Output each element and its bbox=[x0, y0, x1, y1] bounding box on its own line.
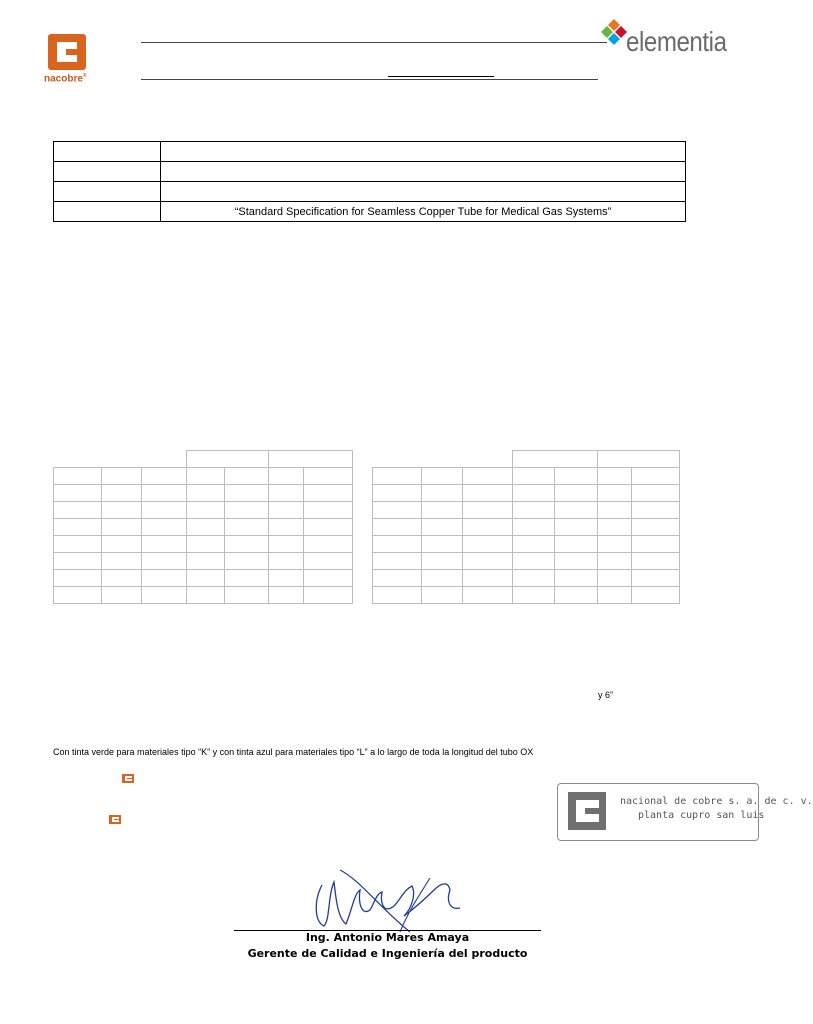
table-cell bbox=[463, 485, 513, 502]
table-cell bbox=[54, 536, 102, 553]
dimensions-table-left bbox=[53, 450, 353, 604]
signer-name: Ing. Antonio Mares Amaya bbox=[305, 931, 470, 944]
table-cell bbox=[304, 536, 353, 553]
table-cell bbox=[186, 587, 225, 604]
table-cell bbox=[225, 587, 269, 604]
table-cell bbox=[141, 570, 186, 587]
table-cell bbox=[463, 536, 513, 553]
table-cell bbox=[422, 468, 463, 485]
table-cell bbox=[54, 485, 102, 502]
table-cell bbox=[269, 468, 304, 485]
table-cell bbox=[304, 570, 353, 587]
table-header-blank bbox=[373, 451, 513, 468]
table-cell bbox=[269, 519, 304, 536]
table-cell bbox=[422, 502, 463, 519]
table-cell bbox=[422, 519, 463, 536]
table-cell bbox=[54, 519, 102, 536]
table-cell bbox=[631, 536, 679, 553]
table-cell bbox=[101, 519, 141, 536]
table-cell bbox=[373, 519, 422, 536]
company-stamp bbox=[557, 783, 813, 841]
table-row bbox=[54, 587, 353, 604]
table-cell bbox=[373, 587, 422, 604]
table-cell bbox=[513, 570, 554, 587]
table-cell bbox=[269, 536, 304, 553]
table-cell bbox=[304, 485, 353, 502]
table-cell bbox=[373, 485, 422, 502]
table-cell bbox=[373, 570, 422, 587]
table-cell bbox=[186, 553, 225, 570]
table-cell bbox=[463, 570, 513, 587]
header-underline bbox=[388, 76, 494, 77]
table-cell bbox=[554, 587, 597, 604]
marking-note: Con tinta verde para materiales tipo “K” y con tinta azul para materiales tipo “L” a lo largo de toda la longitud del tubo OX bbox=[53, 747, 534, 757]
table-cell bbox=[225, 485, 269, 502]
table-cell bbox=[186, 519, 225, 536]
table-cell bbox=[422, 587, 463, 604]
table-cell bbox=[269, 570, 304, 587]
table-cell bbox=[225, 519, 269, 536]
table-header-blank bbox=[54, 451, 187, 468]
table-cell bbox=[631, 587, 679, 604]
table-cell bbox=[304, 502, 353, 519]
table-row bbox=[54, 536, 353, 553]
table-cell bbox=[597, 587, 631, 604]
table-cell bbox=[304, 553, 353, 570]
table-cell bbox=[101, 570, 141, 587]
table-cell bbox=[597, 570, 631, 587]
table-cell bbox=[513, 468, 554, 485]
table-cell bbox=[422, 553, 463, 570]
table-row bbox=[373, 536, 680, 553]
table-cell bbox=[513, 587, 554, 604]
table-cell bbox=[141, 587, 186, 604]
table-row bbox=[373, 502, 680, 519]
table-header-row bbox=[54, 451, 353, 468]
table-cell bbox=[101, 468, 141, 485]
table-cell bbox=[554, 536, 597, 553]
handwritten-signature bbox=[300, 860, 470, 940]
size-text: y 6” bbox=[598, 690, 614, 700]
table-cell bbox=[186, 570, 225, 587]
table-cell bbox=[101, 553, 141, 570]
table-cell bbox=[101, 502, 141, 519]
table-cell bbox=[513, 502, 554, 519]
spec-table bbox=[53, 141, 686, 222]
table-row bbox=[54, 519, 353, 536]
table-cell bbox=[269, 502, 304, 519]
table-row bbox=[373, 468, 680, 485]
table-cell bbox=[631, 468, 679, 485]
table-cell bbox=[186, 502, 225, 519]
table-cell bbox=[597, 485, 631, 502]
spec-row bbox=[54, 142, 686, 162]
elementia-logo bbox=[600, 18, 740, 62]
table-cell bbox=[54, 587, 102, 604]
header-rule-top bbox=[141, 42, 607, 43]
elementia-logo-text: elementia bbox=[626, 26, 727, 57]
table-cell bbox=[186, 468, 225, 485]
table-cell bbox=[631, 519, 679, 536]
table-header-group bbox=[597, 451, 679, 468]
table-cell bbox=[631, 570, 679, 587]
table-cell bbox=[631, 485, 679, 502]
table-cell bbox=[373, 502, 422, 519]
table-cell bbox=[186, 536, 225, 553]
spec-cell-value: “Standard Specification for Seamless Copper Tube for Medical Gas Systems” bbox=[161, 202, 686, 222]
table-cell bbox=[373, 468, 422, 485]
table-row bbox=[54, 468, 353, 485]
table-header-group bbox=[269, 451, 353, 468]
nacobre-logo-text: nacobre bbox=[44, 73, 83, 85]
table-cell bbox=[225, 536, 269, 553]
table-cell bbox=[373, 553, 422, 570]
table-cell bbox=[422, 570, 463, 587]
table-cell bbox=[631, 502, 679, 519]
table-cell bbox=[631, 553, 679, 570]
spec-cell-label bbox=[54, 142, 161, 162]
table-cell bbox=[554, 553, 597, 570]
table-row bbox=[373, 485, 680, 502]
signer-title: Gerente de Calidad e Ingeniería del producto bbox=[247, 947, 528, 960]
table-cell bbox=[141, 553, 186, 570]
spec-cell-label bbox=[54, 202, 161, 222]
table-cell bbox=[304, 468, 353, 485]
table-row bbox=[373, 519, 680, 536]
table-header-row bbox=[373, 451, 680, 468]
elementia-diamond-icon bbox=[600, 18, 628, 46]
table-row bbox=[373, 587, 680, 604]
table-cell bbox=[269, 485, 304, 502]
table-cell bbox=[141, 519, 186, 536]
table-cell bbox=[597, 553, 631, 570]
table-row bbox=[54, 502, 353, 519]
table-cell bbox=[513, 553, 554, 570]
spec-cell-value bbox=[161, 142, 686, 162]
stamp-line-1: nacional de cobre s. a. de c. v. bbox=[620, 796, 813, 807]
table-row bbox=[54, 485, 353, 502]
spec-row bbox=[54, 202, 686, 222]
table-cell bbox=[554, 519, 597, 536]
table-cell bbox=[513, 536, 554, 553]
table-cell bbox=[463, 468, 513, 485]
table-cell bbox=[269, 553, 304, 570]
stamp-line-2: planta cupro san luis bbox=[638, 810, 765, 821]
table-cell bbox=[597, 502, 631, 519]
table-cell bbox=[101, 485, 141, 502]
table-cell bbox=[225, 502, 269, 519]
table-header-group bbox=[186, 451, 269, 468]
table-cell bbox=[463, 519, 513, 536]
stamp-logo-icon bbox=[568, 792, 606, 830]
table-cell bbox=[54, 468, 102, 485]
table-cell bbox=[54, 502, 102, 519]
header-rule-bottom bbox=[141, 79, 598, 80]
spec-row bbox=[54, 162, 686, 182]
spec-cell-value bbox=[161, 182, 686, 202]
table-cell bbox=[141, 502, 186, 519]
table-cell bbox=[269, 587, 304, 604]
table-cell bbox=[373, 536, 422, 553]
table-row bbox=[373, 553, 680, 570]
table-cell bbox=[597, 468, 631, 485]
table-cell bbox=[225, 570, 269, 587]
table-cell bbox=[422, 485, 463, 502]
nacobre-logo-icon bbox=[48, 34, 86, 70]
table-cell bbox=[141, 536, 186, 553]
table-cell bbox=[597, 536, 631, 553]
table-row bbox=[54, 553, 353, 570]
table-cell bbox=[54, 553, 102, 570]
nacobre-logo bbox=[44, 34, 98, 90]
spec-row bbox=[54, 182, 686, 202]
table-cell bbox=[141, 485, 186, 502]
table-cell bbox=[422, 536, 463, 553]
table-cell bbox=[554, 502, 597, 519]
table-cell bbox=[597, 519, 631, 536]
table-cell bbox=[304, 587, 353, 604]
table-cell bbox=[141, 468, 186, 485]
table-cell bbox=[554, 570, 597, 587]
table-cell bbox=[54, 570, 102, 587]
nacobre-mark-icon bbox=[122, 774, 134, 783]
table-cell bbox=[304, 519, 353, 536]
nacobre-mark-icon bbox=[109, 815, 121, 824]
table-cell bbox=[463, 502, 513, 519]
table-cell bbox=[554, 485, 597, 502]
table-cell bbox=[225, 553, 269, 570]
table-cell bbox=[463, 553, 513, 570]
table-cell bbox=[225, 468, 269, 485]
spec-cell-value bbox=[161, 162, 686, 182]
table-cell bbox=[101, 536, 141, 553]
table-cell bbox=[101, 587, 141, 604]
table-cell bbox=[186, 485, 225, 502]
table-cell bbox=[554, 468, 597, 485]
table-cell bbox=[513, 519, 554, 536]
spec-cell-label bbox=[54, 182, 161, 202]
table-row bbox=[54, 570, 353, 587]
dimensions-table-right bbox=[372, 450, 680, 604]
table-header-group bbox=[513, 451, 597, 468]
spec-cell-label bbox=[54, 162, 161, 182]
registered-mark: ® bbox=[82, 73, 87, 79]
table-row bbox=[373, 570, 680, 587]
table-cell bbox=[463, 587, 513, 604]
table-cell bbox=[513, 485, 554, 502]
